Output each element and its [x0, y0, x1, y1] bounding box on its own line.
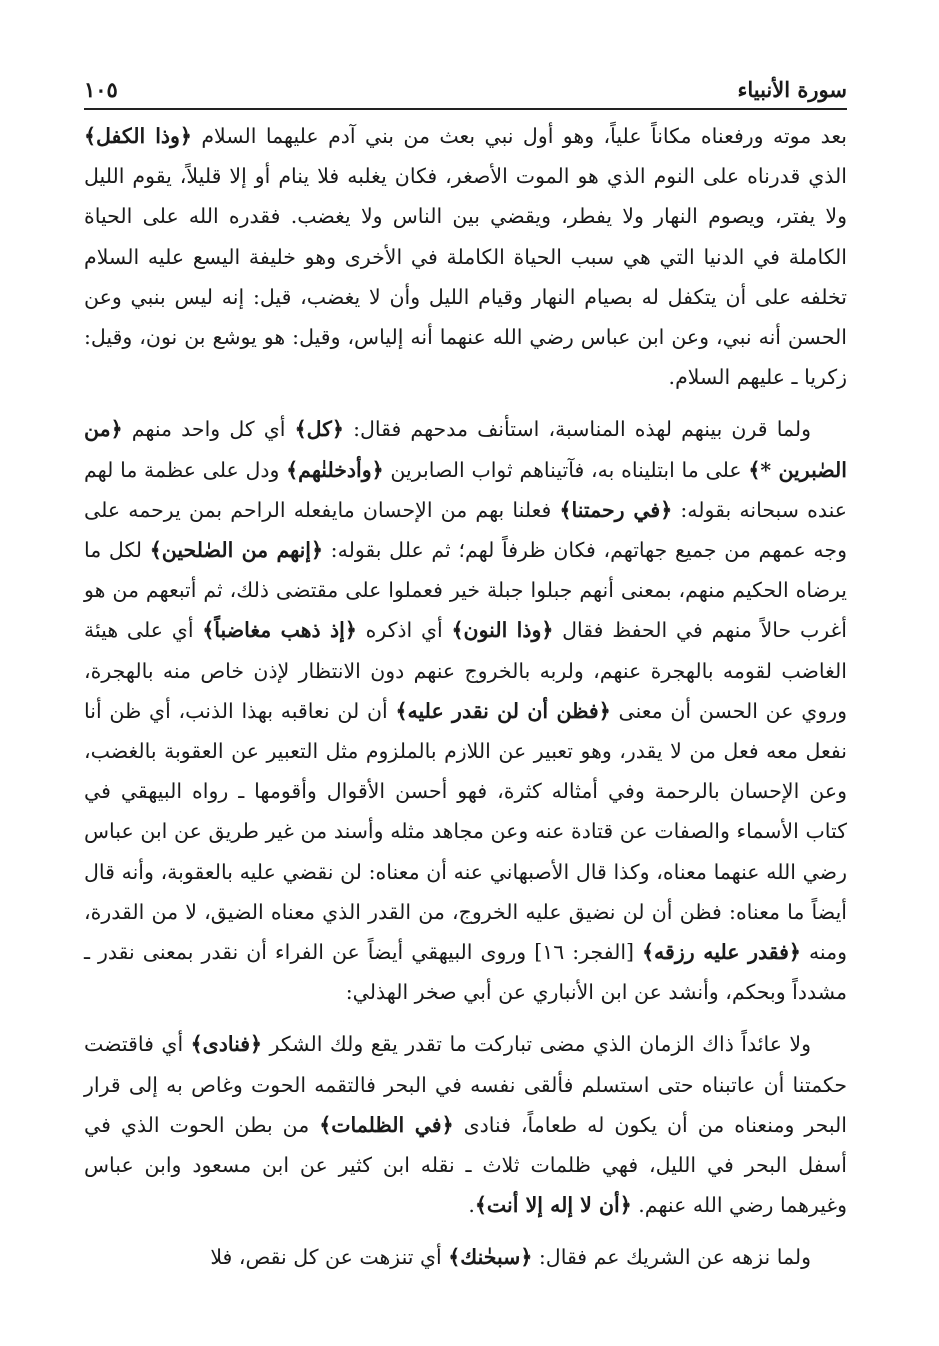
text-run: من بطن الحوت الذي في أسفل البحر في الليل، فهي ظلمات ثلاث ـ نقله ابن كثير عن ابن مسعود وابن عباس وغيرهما رضي الله عنهم. [84, 1112, 847, 1218]
quran-quote: ﴿فقدر عليه رزقه﴾ [642, 940, 801, 965]
text-run: ولا عائداً ذاك الزمان الذي مضى تباركت ما تقدر يقع ولك الشكر [262, 1032, 812, 1057]
quran-quote: ﴿فنادى﴾ [190, 1032, 263, 1057]
paragraph-4 [84, 1237, 847, 1277]
quran-quote: ﴿من الصٰبرين *﴾ [84, 417, 847, 482]
page-number: ١٠٥ [84, 77, 118, 102]
text-run: . [468, 1193, 475, 1218]
text-run: أن لن نعاقبه بهذا الذنب، أي ظن أنا نفعل معه فعل من لا يقدر، وهو تعبير عن اللازم بالملزوم مثل التعبير عن العقوبة بالغضب، وعن الإحسان بالرحمة وفي أمثاله كثرة، فهو أحسن الأقوال وأقومها ـ رواه البيهقي في كتاب الأسماء والصفات عن قتادة عنه وعن مجاهد مثله وأسند من غير طريق عن ابن عباس رضي الله عنهما معناه، وكذا قال الأصبهاني عنه أن معناه: لن نقضي عليه بالعقوبة، وأنه قال أيضاً ما معناه: فظن أن لن نضيق عليه الخروج، من القدر الذي معناه الضيق، لا من القدرة، ومنه [84, 698, 848, 965]
quran-quote: ﴿سبحٰنك﴾ [448, 1245, 533, 1270]
text-run: أي على هيئة الغاضب لقومه بالهجرة عنهم، ولربه بالخروج عنهم دون الانتظار لإذن خاص منه بالهجرة، وروي عن الحسن أن معنى [84, 618, 848, 723]
page-header [84, 62, 847, 110]
text-run: [الفجر: ١٦] وروى البيهقي أيضاً عن الفراء أن نقدر بمعنى نقدر ـ مشدداً وبحكم، وأنشد عن ابن الأنباري عن أبي صخر الهذلي: [84, 940, 847, 1005]
quran-quote: ﴿أن لا إله إلا أنت﴾ [474, 1193, 632, 1218]
text-run: لكل ما يرضاه الحكيم منهم، بمعنى أنهم جبلوا جبلة خير فعملوا على مقتضى ذلك، ثم أتبعهم من هو أغرب حالاً منهم في الحفظ فقال [84, 538, 847, 643]
body-text [84, 116, 847, 1290]
quran-quote: ﴿وذا النون﴾ [451, 618, 554, 643]
paragraph-1 [84, 116, 847, 397]
text-run: على ما ابتليناه به، فآتيناهم ثواب الصابرين [383, 457, 749, 482]
quran-quote: ﴿وذا الكفل﴾ [84, 124, 192, 148]
text-run: الذي قدرناه على النوم الذي هو الموت الأصغر، فكان يغلبه فلا ينام أو إلا قليلاً، يقوم الليل ولا يفتر، ويصوم النهار ولا يفطر، ويقضي بين الناس ولا يغضب. فقدره الله على الحياة الكاملة في الدنيا التي هي سبب الحياة الكاملة في الأخرى وهو خليفة اليسع عليه السلام تخلفه على أن يتكفل له بصيام النهار وقيام الليل وأن لا يغضب، قيل: إنه ليس بنبي وعن الحسن أنه نبي، وعن ابن عباس رضي الله عنهما أنه إلياس، وقيل: هو يوشع بن نون، وقيل: زكريا ـ عليهم السلام. [84, 164, 847, 390]
paragraph-2 [84, 409, 847, 1012]
text-run: ولما نزهه عن الشريك عم فقال: [532, 1245, 811, 1270]
text-run: فعلنا بهم من الإحسان مايفعله الراحم بمن يرحمه على وجه عمهم من جميع جهاتهم، فكان ظرفاً لهم؛ ثم علل بقوله: [84, 497, 847, 563]
paragraph-3 [84, 1024, 847, 1225]
text-run: بعد موته ورفعناه مكاناً علياً، وهو أول نبي بعث من بني آدم عليهما السلام [191, 124, 847, 148]
quran-quote: ﴿كل﴾ [294, 417, 344, 442]
text-run: ولما قرن بينهم لهذه المناسبة، استأنف مدحهم فقال: [343, 417, 811, 442]
quran-quote: ﴿إنهم من الصٰلحين﴾ [149, 538, 323, 563]
text-run: ودل على عظمة ما لهم عنده سبحانه بقوله: [84, 457, 848, 522]
quran-quote: ﴿في الظلمات﴾ [319, 1112, 454, 1137]
text-run: أي كل واحد منهم [122, 417, 295, 442]
quran-quote: ﴿فظن أن لن نقدر عليه﴾ [395, 698, 611, 723]
surah-title: سورة الأنبياء [737, 77, 847, 102]
text-run: أي اذكره [356, 618, 452, 643]
quran-quote: ﴿وأدخلنٰهم﴾ [286, 457, 384, 482]
text-run: أي تنزهت عن كل نقص، فلا [210, 1245, 449, 1270]
text-run: أي فاقتضت حكمتنا أن عاتبناه حتى استسلم فألقى نفسه في البحر فالتقمه الحوت وغاص به إلى قرار البحر ومنعناه من أن يكون له طعاماً، فنادى [84, 1032, 847, 1137]
quran-quote: ﴿في رحمتنا﴾ [559, 497, 673, 522]
quran-quote: ﴿إذ ذهب مغاضباً﴾ [202, 618, 357, 643]
